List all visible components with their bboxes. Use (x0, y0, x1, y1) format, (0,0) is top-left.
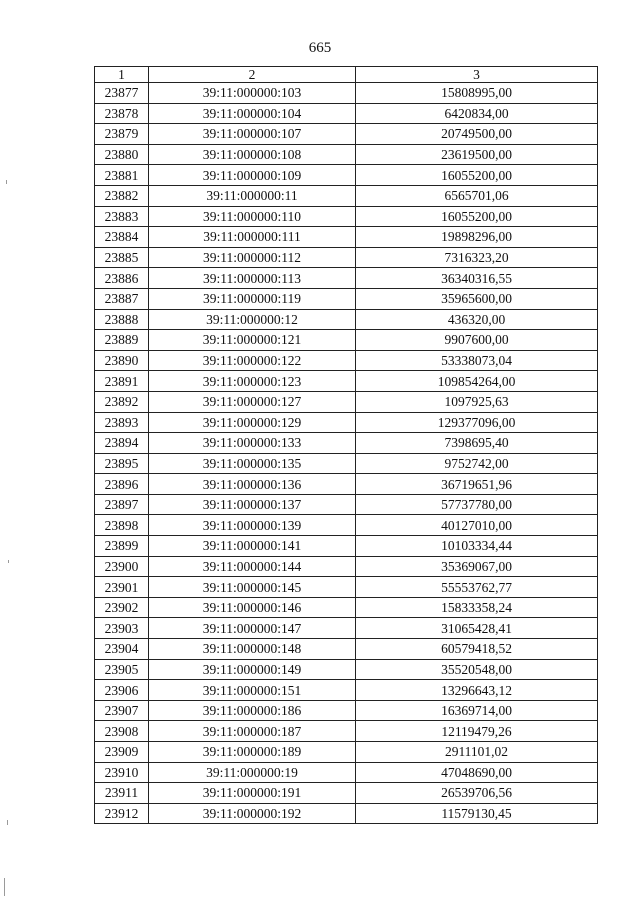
row-number-cell: 23904 (95, 639, 149, 660)
cadastral-number-cell: 39:11:000000:103 (149, 83, 356, 104)
cadastral-value-cell: 55553762,77 (356, 577, 598, 598)
cadastral-number-cell: 39:11:000000:119 (149, 288, 356, 309)
cadastral-value-cell: 15808995,00 (356, 83, 598, 104)
table-row (95, 556, 598, 577)
cadastral-number-cell: 39:11:000000:108 (149, 144, 356, 165)
row-number-cell: 23889 (95, 330, 149, 351)
table-row (95, 165, 598, 186)
table-row (95, 597, 598, 618)
cadastral-number-cell: 39:11:000000:136 (149, 474, 356, 495)
cadastral-value-cell: 1097925,63 (356, 391, 598, 412)
row-number-cell: 23893 (95, 412, 149, 433)
cadastral-value-cell: 20749500,00 (356, 124, 598, 145)
row-number-cell: 23887 (95, 288, 149, 309)
table-row (95, 762, 598, 783)
table-row (95, 474, 598, 495)
row-number-cell: 23911 (95, 783, 149, 804)
cadastral-number-cell: 39:11:000000:148 (149, 639, 356, 660)
cadastral-number-cell: 39:11:000000:11 (149, 185, 356, 206)
row-number-cell: 23878 (95, 103, 149, 124)
cadastral-value-table (94, 66, 598, 824)
row-number-cell: 23906 (95, 680, 149, 701)
cadastral-value-cell: 109854264,00 (356, 371, 598, 392)
row-number-cell: 23897 (95, 494, 149, 515)
cadastral-number-cell: 39:11:000000:189 (149, 742, 356, 763)
cadastral-number-cell: 39:11:000000:151 (149, 680, 356, 701)
cadastral-number-cell: 39:11:000000:144 (149, 556, 356, 577)
row-number-cell: 23882 (95, 185, 149, 206)
scan-edge-mark (6, 180, 7, 184)
cadastral-number-cell: 39:11:000000:146 (149, 597, 356, 618)
cadastral-value-cell: 2911101,02 (356, 742, 598, 763)
cadastral-value-cell: 15833358,24 (356, 597, 598, 618)
table-row (95, 206, 598, 227)
row-number-cell: 23912 (95, 803, 149, 824)
cadastral-number-cell: 39:11:000000:121 (149, 330, 356, 351)
table-row (95, 494, 598, 515)
row-number-cell: 23886 (95, 268, 149, 289)
cadastral-number-cell: 39:11:000000:145 (149, 577, 356, 598)
table-row (95, 742, 598, 763)
row-number-cell: 23910 (95, 762, 149, 783)
cadastral-value-cell: 13296643,12 (356, 680, 598, 701)
cadastral-value-cell: 35369067,00 (356, 556, 598, 577)
table-body (95, 83, 598, 824)
table-row (95, 330, 598, 351)
row-number-cell: 23896 (95, 474, 149, 495)
table-row (95, 350, 598, 371)
cadastral-value-cell: 31065428,41 (356, 618, 598, 639)
cadastral-number-cell: 39:11:000000:112 (149, 247, 356, 268)
cadastral-number-cell: 39:11:000000:122 (149, 350, 356, 371)
table-row (95, 803, 598, 824)
cadastral-number-cell: 39:11:000000:111 (149, 227, 356, 248)
table-row (95, 144, 598, 165)
cadastral-value-cell: 35520548,00 (356, 659, 598, 680)
row-number-cell: 23908 (95, 721, 149, 742)
row-number-cell: 23890 (95, 350, 149, 371)
cadastral-number-cell: 39:11:000000:113 (149, 268, 356, 289)
table-row (95, 185, 598, 206)
cadastral-number-cell: 39:11:000000:141 (149, 536, 356, 557)
row-number-cell: 23900 (95, 556, 149, 577)
table-row (95, 268, 598, 289)
cadastral-value-cell: 26539706,56 (356, 783, 598, 804)
cadastral-number-cell: 39:11:000000:186 (149, 700, 356, 721)
row-number-cell: 23891 (95, 371, 149, 392)
table-row (95, 433, 598, 454)
table-row (95, 288, 598, 309)
cadastral-number-cell: 39:11:000000:104 (149, 103, 356, 124)
table-row (95, 391, 598, 412)
table-row (95, 680, 598, 701)
cadastral-value-cell: 12119479,26 (356, 721, 598, 742)
cadastral-value-cell: 47048690,00 (356, 762, 598, 783)
cadastral-number-cell: 39:11:000000:135 (149, 453, 356, 474)
column-header: 1 (95, 67, 149, 83)
cadastral-number-cell: 39:11:000000:107 (149, 124, 356, 145)
cadastral-value-cell: 36340316,55 (356, 268, 598, 289)
cadastral-value-cell: 7316323,20 (356, 247, 598, 268)
cadastral-value-cell: 53338073,04 (356, 350, 598, 371)
cadastral-value-cell: 9907600,00 (356, 330, 598, 351)
cadastral-value-cell: 23619500,00 (356, 144, 598, 165)
table-row (95, 412, 598, 433)
cadastral-value-cell: 35965600,00 (356, 288, 598, 309)
cadastral-value-cell: 436320,00 (356, 309, 598, 330)
cadastral-number-cell: 39:11:000000:133 (149, 433, 356, 454)
cadastral-number-cell: 39:11:000000:139 (149, 515, 356, 536)
table-row (95, 83, 598, 104)
cadastral-value-cell: 16055200,00 (356, 165, 598, 186)
scan-edge-mark (7, 820, 8, 825)
cadastral-value-cell: 60579418,52 (356, 639, 598, 660)
table-row (95, 227, 598, 248)
row-number-cell: 23902 (95, 597, 149, 618)
cadastral-value-cell: 9752742,00 (356, 453, 598, 474)
row-number-cell: 23881 (95, 165, 149, 186)
cadastral-value-cell: 19898296,00 (356, 227, 598, 248)
row-number-cell: 23899 (95, 536, 149, 557)
cadastral-number-cell: 39:11:000000:149 (149, 659, 356, 680)
cadastral-value-cell: 11579130,45 (356, 803, 598, 824)
table-row (95, 124, 598, 145)
cadastral-value-cell: 36719651,96 (356, 474, 598, 495)
cadastral-number-cell: 39:11:000000:19 (149, 762, 356, 783)
row-number-cell: 23898 (95, 515, 149, 536)
row-number-cell: 23892 (95, 391, 149, 412)
table-row (95, 639, 598, 660)
row-number-cell: 23903 (95, 618, 149, 639)
table-row (95, 103, 598, 124)
cadastral-value-cell: 129377096,00 (356, 412, 598, 433)
cadastral-number-cell: 39:11:000000:191 (149, 783, 356, 804)
table-row (95, 659, 598, 680)
table-row (95, 721, 598, 742)
cadastral-value-cell: 6565701,06 (356, 185, 598, 206)
cadastral-number-cell: 39:11:000000:123 (149, 371, 356, 392)
row-number-cell: 23907 (95, 700, 149, 721)
table-header-row (95, 67, 598, 83)
row-number-cell: 23884 (95, 227, 149, 248)
cadastral-value-cell: 16055200,00 (356, 206, 598, 227)
table-row (95, 515, 598, 536)
cadastral-value-cell: 16369714,00 (356, 700, 598, 721)
row-number-cell: 23909 (95, 742, 149, 763)
cadastral-value-cell: 40127010,00 (356, 515, 598, 536)
row-number-cell: 23905 (95, 659, 149, 680)
table-row (95, 536, 598, 557)
row-number-cell: 23885 (95, 247, 149, 268)
table-row (95, 577, 598, 598)
page-number: 665 (308, 40, 332, 56)
column-header: 3 (356, 67, 598, 83)
row-number-cell: 23901 (95, 577, 149, 598)
cadastral-number-cell: 39:11:000000:127 (149, 391, 356, 412)
row-number-cell: 23879 (95, 124, 149, 145)
table-row (95, 783, 598, 804)
cadastral-number-cell: 39:11:000000:12 (149, 309, 356, 330)
table-row (95, 247, 598, 268)
table-row (95, 700, 598, 721)
cadastral-number-cell: 39:11:000000:110 (149, 206, 356, 227)
row-number-cell: 23895 (95, 453, 149, 474)
cadastral-value-cell: 57737780,00 (356, 494, 598, 515)
cadastral-number-cell: 39:11:000000:192 (149, 803, 356, 824)
table-row (95, 371, 598, 392)
scan-edge-mark (8, 560, 9, 563)
row-number-cell: 23877 (95, 83, 149, 104)
table-row (95, 453, 598, 474)
cadastral-value-cell: 7398695,40 (356, 433, 598, 454)
row-number-cell: 23880 (95, 144, 149, 165)
cadastral-number-cell: 39:11:000000:109 (149, 165, 356, 186)
row-number-cell: 23883 (95, 206, 149, 227)
table-row (95, 309, 598, 330)
cadastral-number-cell: 39:11:000000:187 (149, 721, 356, 742)
row-number-cell: 23894 (95, 433, 149, 454)
row-number-cell: 23888 (95, 309, 149, 330)
cadastral-value-cell: 10103334,44 (356, 536, 598, 557)
cadastral-number-cell: 39:11:000000:137 (149, 494, 356, 515)
scan-edge-mark (4, 878, 5, 896)
table-row (95, 618, 598, 639)
cadastral-number-cell: 39:11:000000:147 (149, 618, 356, 639)
cadastral-value-cell: 6420834,00 (356, 103, 598, 124)
column-header: 2 (149, 67, 356, 83)
cadastral-number-cell: 39:11:000000:129 (149, 412, 356, 433)
